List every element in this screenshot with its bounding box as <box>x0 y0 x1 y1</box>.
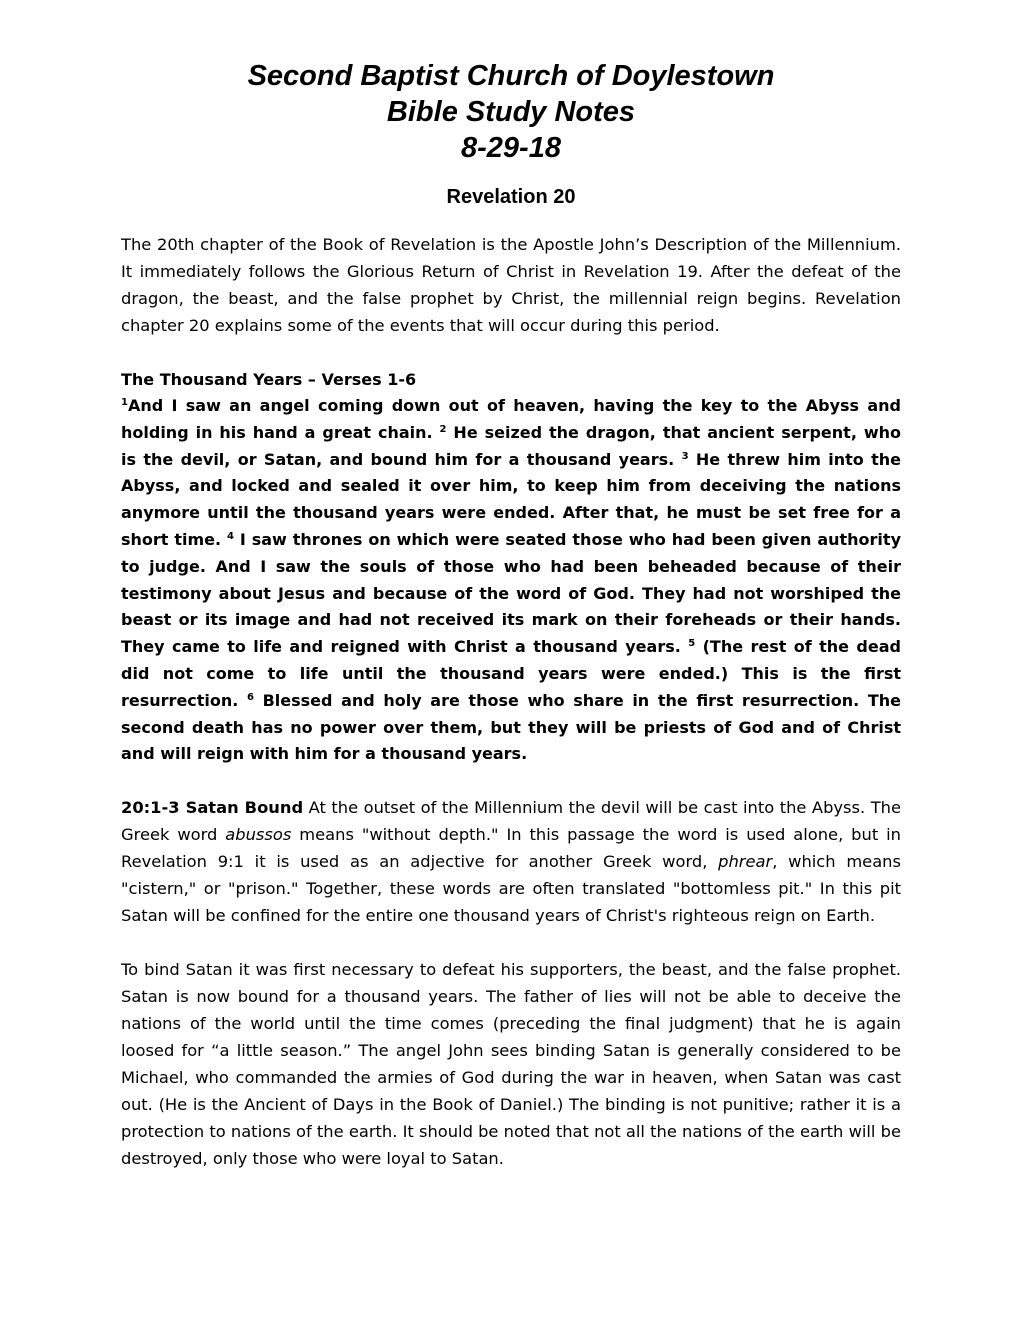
commentary-text: means "without depth." In this passage the word is used alone, but in Revelation 9:1 it is used as an adjective for another Greek word, <box>121 825 901 872</box>
document-title: Bible Study Notes <box>386 96 636 128</box>
verse-number: 4 <box>227 530 234 542</box>
commentary-text: , which means "cistern," or "prison." Together, these words are often translated "bottomless pit." In this pit Satan will be confined for the entire one thousand years of Christ's righteous reign on Earth. <box>121 852 901 926</box>
verse-number: 2 <box>439 423 447 435</box>
verse-text: I saw thrones on which were seated those who had been given authority to judge. And I saw the souls of those who had been beheaded because of their testimony about Jesus and because of the word of God. They had not worshiped the beast or its image and had not received its mark on their foreheads or their hands. They came to life and reigned with Christ a thousand years. <box>121 529 901 657</box>
document-header <box>121 58 901 166</box>
verse-number: 3 <box>681 450 689 462</box>
commentary-paragraph <box>121 794 901 929</box>
intro-paragraph: The 20th chapter of the Book of Revelation is the Apostle John’s Description of the Millennium. It immediately follows the Glorious Return of Christ in Revelation 19. After the defeat of the dragon, the beast, and the false prophet by Christ, the millennial reign begins. Revelation chapter 20 explains some of the events that will occur during this period. <box>121 235 901 335</box>
body-paragraph: To bind Satan it was first necessary to defeat his supporters, the beast, and the false prophet. Satan is now bound for a thousand years. The father of lies will not be able to deceive the nations of the world until the time comes (preceding the final judgment) that he is again loosed for “a little season.” The angel John sees binding Satan is generally considered to be Michael, who commanded the armies of God during the war in heaven, when Satan was cast out. (He is the Ancient of Days in the Book of Daniel.) The binding is not punitive; rather it is a protection to nations of the earth. It should be noted that not all the nations of the earth will be destroyed, only those who were loyal to Satan. <box>121 960 901 1169</box>
verse-number: 6 <box>247 691 254 703</box>
section-title: The Thousand Years – Verses 1-6 <box>121 370 417 389</box>
commentary-text: At the outset of the Millennium the devil will be cast into the Abyss. The Greek word <box>121 798 901 845</box>
greek-term: phrear <box>718 852 773 872</box>
verse-text: (The rest of the dead did not come to life until the thousand years were ended.) This is the first resurrection. <box>121 637 901 710</box>
scripture-passage <box>121 393 901 768</box>
greek-term: abussos <box>225 825 292 845</box>
document-page <box>121 58 901 1172</box>
verse-text: And I saw an angel coming down out of heaven, having the key to the Abyss and holding in his hand a great chain. <box>121 396 901 442</box>
chapter-title: Revelation 20 <box>446 186 576 208</box>
verse-number: 5 <box>688 638 696 650</box>
verse-number: 1 <box>121 397 128 408</box>
verse-text: He threw him into the Abyss, and locked and sealed it over him, to keep him from deceiving the nations anymore until the thousand years were ended. After that, he must be set free for a short time. <box>121 449 901 549</box>
commentary-lead: 20:1-3 Satan Bound <box>121 798 304 818</box>
document-date: 8-29-18 <box>461 132 561 164</box>
verse-text: Blessed and holy are those who share in the first resurrection. The second death has no power over them, but they will be priests of God and of Christ and will reign with him for a thousand years. <box>121 690 902 764</box>
verse-text: He seized the dragon, that ancient serpent, who is the devil, or Satan, and bound him for a thousand years. <box>121 422 901 469</box>
church-name: Second Baptist Church of Doylestown <box>247 60 775 92</box>
